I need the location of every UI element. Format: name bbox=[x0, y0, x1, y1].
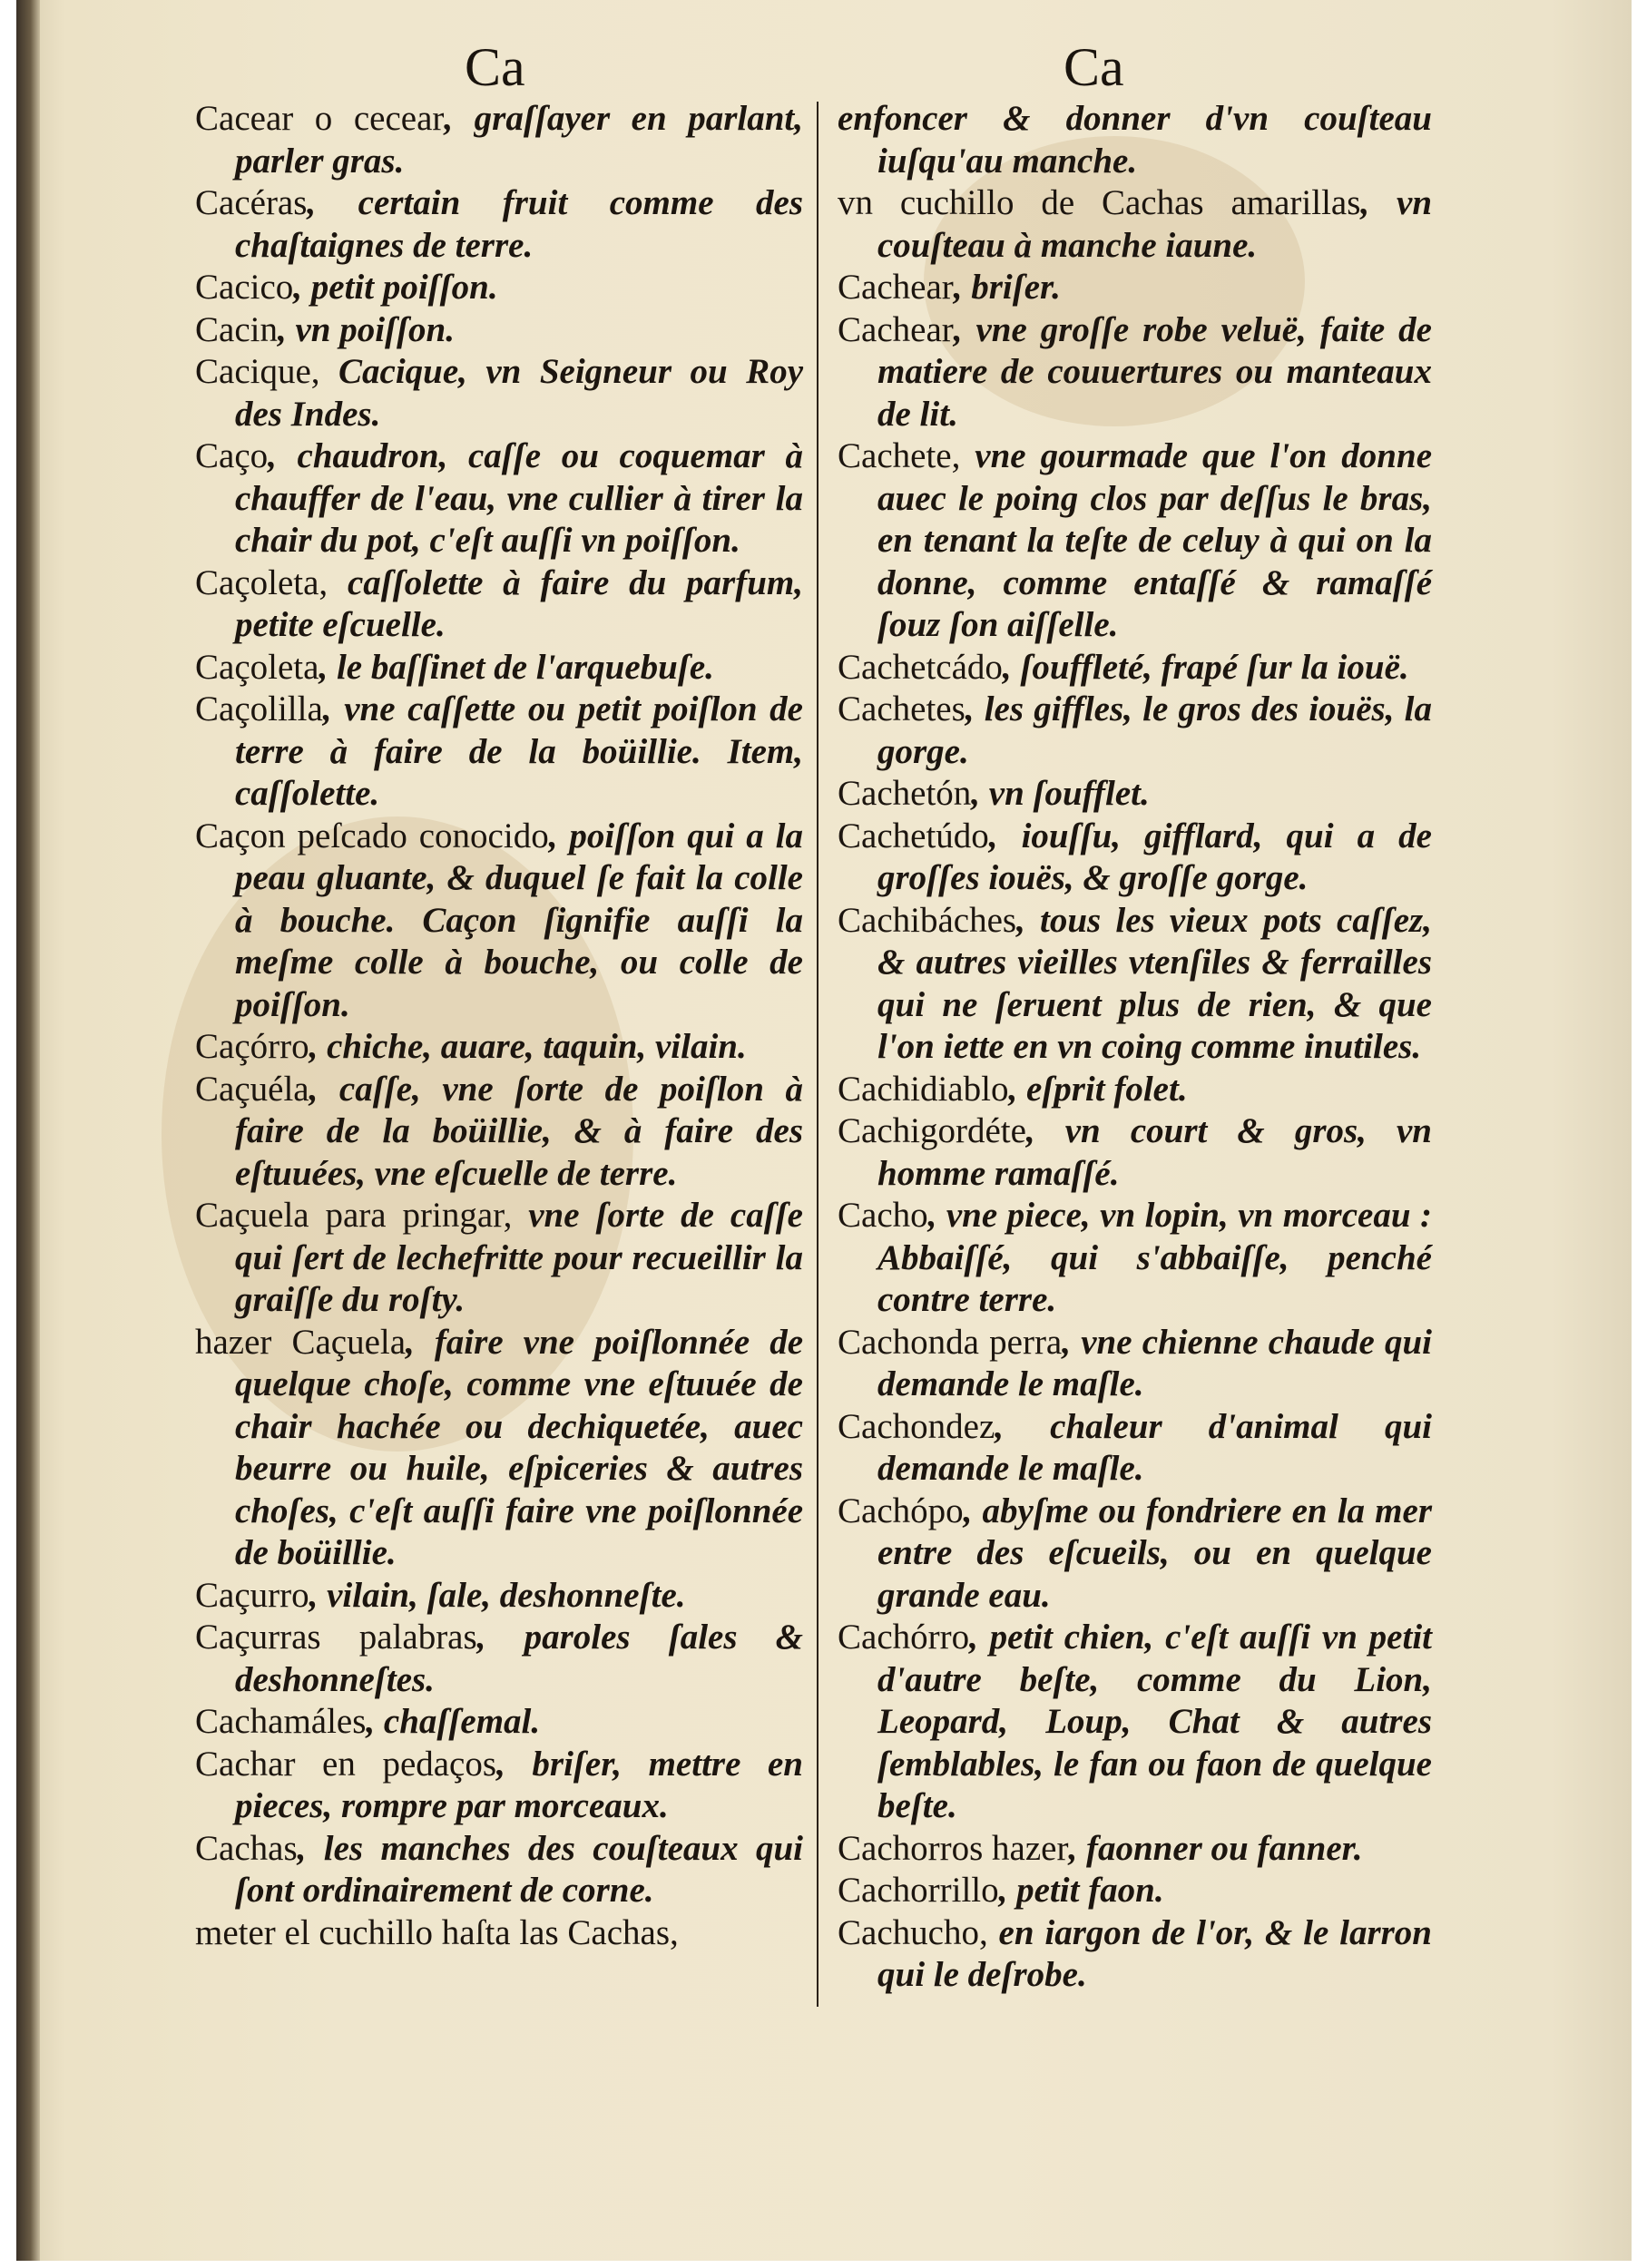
entry-definition: , graſſayer en parlant, parler gras. bbox=[235, 99, 803, 181]
dictionary-entry bbox=[195, 689, 803, 816]
entry-headword: Cachetes bbox=[838, 689, 966, 728]
entry-definition: , tous les vieux pots caſſez, & autres vieilles vtenſiles & ferrailles qui ne ſeruent plus de rien, & que l'on iette en vn coing comme inutiles. bbox=[877, 900, 1432, 1066]
dictionary-entry bbox=[195, 1195, 803, 1322]
column-divider bbox=[817, 102, 818, 2007]
entry-definition: caſſolette à faire du parfum, petite eſcuelle. bbox=[235, 562, 803, 644]
entry-headword: vn cuchillo de Cachas amarillas bbox=[838, 183, 1361, 222]
entry-headword: Cachondez bbox=[838, 1406, 995, 1446]
dictionary-entry bbox=[195, 816, 803, 1027]
dictionary-entry bbox=[838, 1195, 1432, 1322]
entry-headword: Caçuela para pringar, bbox=[195, 1196, 513, 1235]
dictionary-entry bbox=[195, 1026, 803, 1069]
dictionary-entry bbox=[195, 98, 803, 182]
entry-definition: , faire vne poiſlonnée de quelque choſe, comme vne eſtuuée de chair hachée ou dechiquetée, auec beurre ou huile, eſpiceries & autres choſes, c'eſt auſſi faire vne poiſlonnée de boüillie. bbox=[235, 1322, 803, 1572]
entry-definition: , vn poiſſon. bbox=[277, 309, 455, 349]
entry-definition: , ſouffleté, frapé ſur la iouë. bbox=[1002, 647, 1409, 687]
dictionary-entry bbox=[838, 1617, 1432, 1828]
entry-headword: Cacin bbox=[195, 309, 278, 349]
entry-headword: Cachete, bbox=[838, 436, 961, 475]
entry-definition: , vilain, ſale, deshonneſte. bbox=[309, 1575, 686, 1615]
entry-definition: Cacique, vn Seigneur ou Roy des Indes. bbox=[235, 352, 803, 434]
dictionary-entry bbox=[838, 267, 1432, 309]
entry-definition: , certain fruit comme des chaſtaignes de terre. bbox=[235, 183, 803, 265]
dictionary-entry bbox=[838, 309, 1432, 436]
entry-headword: Cacear o cecear bbox=[195, 99, 445, 138]
entry-headword: Cachidiablo bbox=[838, 1069, 1009, 1109]
dictionary-entry bbox=[838, 182, 1432, 267]
entry-definition: , le baſſinet de l'arquebuſe. bbox=[319, 647, 714, 687]
dictionary-entry bbox=[838, 1110, 1432, 1195]
dictionary-entry bbox=[838, 1406, 1432, 1491]
dictionary-entry bbox=[195, 267, 803, 309]
dictionary-entry bbox=[195, 1617, 803, 1701]
entry-definition: , vne piece, vn lopin, vn morceau : Abbaiſſé, qui s'abbaiſſe, penché contre terre. bbox=[877, 1196, 1432, 1319]
entry-definition: , petit faon. bbox=[998, 1871, 1164, 1910]
entry-definition: , abyſme ou fondriere en la mer entre des eſcueils, ou en quelque grande eau. bbox=[877, 1491, 1432, 1615]
right-column bbox=[838, 98, 1432, 1997]
dictionary-entry bbox=[838, 1870, 1432, 1912]
dictionary-entry bbox=[838, 435, 1432, 647]
entry-headword: Cachear bbox=[838, 268, 954, 307]
entry-headword: Cachórro bbox=[838, 1618, 970, 1657]
dictionary-entry bbox=[195, 647, 803, 689]
entry-definition: , les manches des couſteaux qui ſont ordinairement de corne. bbox=[235, 1828, 803, 1910]
entry-definition: , poiſſon qui a la peau gluante, & duquel ſe fait la colle à bouche. Caçon ſignifie auſſi la meſme colle à bouche, ou colle de poiſſon. bbox=[235, 816, 803, 1024]
entry-headword: Caçon peſcado conocido bbox=[195, 816, 549, 855]
entry-headword: Cachetúdo bbox=[838, 816, 989, 855]
dictionary-entry bbox=[195, 1744, 803, 1828]
entry-headword: Cachorrillo bbox=[838, 1871, 999, 1910]
entry-headword: Cacéras bbox=[195, 183, 308, 222]
entry-definition: , iouſſu, gifflard, qui a de groſſes iouës, & groſſe gorge. bbox=[877, 816, 1432, 897]
dictionary-entry bbox=[195, 309, 803, 352]
dictionary-entry bbox=[838, 900, 1432, 1069]
entry-headword: Cacho bbox=[838, 1196, 928, 1235]
entry-headword: Cachigordéte bbox=[838, 1111, 1026, 1150]
entry-headword: Caçuéla bbox=[195, 1069, 309, 1109]
entry-definition: enfoncer & donner d'vn couſteau iuſqu'au manche. bbox=[838, 99, 1432, 181]
entry-definition: , chaſſemal. bbox=[366, 1702, 541, 1741]
entry-headword: Caçolilla bbox=[195, 689, 323, 728]
entry-definition: , chiche, auare, taquin, vilain. bbox=[309, 1027, 747, 1066]
dictionary-entry bbox=[195, 435, 803, 562]
dictionary-entry bbox=[838, 1322, 1432, 1406]
left-column bbox=[195, 98, 803, 1954]
entry-headword: Cachear bbox=[838, 309, 954, 349]
entry-definition: , chaleur d'animal qui demande le maſle. bbox=[877, 1406, 1432, 1488]
entry-definition: , briſer, mettre en pieces, rompre par morceaux. bbox=[235, 1744, 804, 1825]
entry-definition: , vne chienne chaude qui demande le maſle. bbox=[877, 1322, 1432, 1403]
dictionary-entry bbox=[195, 1069, 803, 1196]
dictionary-entry bbox=[838, 773, 1432, 816]
entry-headword: Caçurro bbox=[195, 1575, 309, 1615]
entry-definition: vne gourmade que l'on donne auec le poing clos par deſſus le bras, en tenant la teſte de celuy à qui on la donne, comme entaſſé & ramaſſé ſouz ſon aiſſelle. bbox=[877, 436, 1432, 644]
dictionary-entry bbox=[195, 182, 803, 267]
entry-definition: , vn court & gros, vn homme ramaſſé. bbox=[877, 1111, 1432, 1193]
entry-headword: Cachorros hazer bbox=[838, 1828, 1069, 1868]
entry-definition: , briſer. bbox=[953, 268, 1061, 307]
dictionary-entry bbox=[195, 1912, 803, 1955]
entry-headword: Cacico bbox=[195, 268, 294, 307]
book-spine-shadow bbox=[16, 0, 40, 2261]
entry-definition: , eſprit folet. bbox=[1008, 1069, 1188, 1109]
running-head-left: Ca bbox=[465, 37, 525, 97]
dictionary-entry bbox=[838, 1069, 1432, 1111]
entry-headword: Caçoleta bbox=[195, 647, 319, 687]
entry-headword: Cachonda perra bbox=[838, 1322, 1063, 1362]
dictionary-entry bbox=[838, 1491, 1432, 1618]
entry-definition: , faonner ou fanner. bbox=[1068, 1828, 1363, 1868]
dictionary-entry bbox=[195, 1701, 803, 1744]
entry-headword: Cachibáches bbox=[838, 900, 1017, 940]
entry-definition: , petit chien, c'eſt auſſi vn petit d'autre beſte, comme du Lion, Leopard, Loup, Chat & autres ſemblables, le fan ou faon de quelque beſte. bbox=[877, 1618, 1432, 1825]
entry-definition: , vn ſoufflet. bbox=[971, 774, 1150, 813]
entry-headword: Caçoleta, bbox=[195, 562, 328, 602]
entry-headword: Cachucho, bbox=[838, 1912, 988, 1952]
dictionary-entry bbox=[838, 816, 1432, 900]
entry-headword: Cachetón bbox=[838, 774, 972, 813]
dictionary-entry bbox=[195, 351, 803, 435]
entry-definition: , vn couſteau à manche iaune. bbox=[877, 183, 1433, 265]
entry-definition: , vne groſſe robe veluë, faite de matiere de couuertures ou manteaux de lit. bbox=[877, 309, 1432, 434]
entry-headword: Cachar en pedaços bbox=[195, 1744, 497, 1784]
entry-definition: , les giffles, le gros des iouës, la gorge. bbox=[877, 689, 1432, 771]
entry-headword: Caçurras palabras bbox=[195, 1618, 477, 1657]
entry-headword: Cachetcádo bbox=[838, 647, 1003, 687]
entry-headword: meter el cuchillo haſta las Cachas, bbox=[195, 1912, 679, 1952]
dictionary-entry bbox=[195, 1322, 803, 1575]
entry-headword: Cachamáles bbox=[195, 1702, 367, 1741]
entry-headword: Cacique, bbox=[195, 352, 320, 391]
dictionary-entry bbox=[838, 1828, 1432, 1871]
dictionary-entry bbox=[838, 1912, 1432, 1997]
dictionary-entry bbox=[195, 1575, 803, 1618]
entry-definition: , caſſe, vne ſorte de poiſlon à faire de la boüillie, & à faire des eſtuuées, vne eſcuelle de terre. bbox=[235, 1069, 803, 1193]
dictionary-entry bbox=[838, 647, 1432, 689]
entry-definition: vne ſorte de caſſe qui ſert de lechefritte pour recueillir la graiſſe du roſty. bbox=[235, 1196, 803, 1319]
dictionary-entry bbox=[838, 98, 1432, 182]
entry-definition: , paroles ſales & deshonneſtes. bbox=[235, 1618, 803, 1699]
dictionary-entry bbox=[195, 562, 803, 647]
entry-definition: , petit poiſſon. bbox=[293, 268, 498, 307]
entry-definition: , chaudron, caſſe ou coquemar à chauffer de l'eau, vne cullier à tirer la chair du pot, c'eſt auſſi vn poiſſon. bbox=[235, 436, 803, 560]
entry-definition: , vne caſſette ou petit poiſlon de terre à faire de la boüillie. Item, caſſolette. bbox=[235, 689, 803, 813]
entry-headword: hazer Caçuela bbox=[195, 1322, 407, 1362]
dictionary-entry bbox=[838, 689, 1432, 773]
dictionary-entry bbox=[195, 1828, 803, 1912]
running-head-right: Ca bbox=[1064, 37, 1124, 97]
entry-headword: Caçórro bbox=[195, 1027, 309, 1066]
entry-headword: Cachas bbox=[195, 1828, 298, 1868]
entry-headword: Caço bbox=[195, 436, 269, 475]
entry-headword: Cachópo bbox=[838, 1491, 964, 1530]
entry-definition: en iargon de l'or, & le larron qui le deſrobe. bbox=[877, 1912, 1432, 1994]
